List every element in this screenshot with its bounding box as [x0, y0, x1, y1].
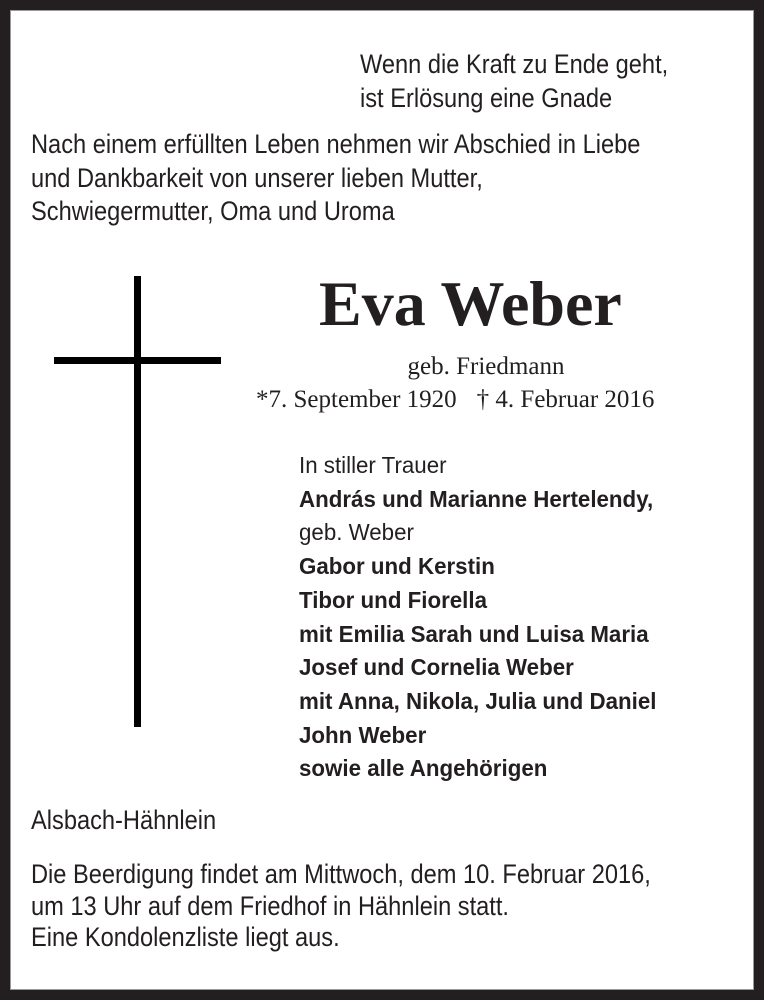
- motto-line: Wenn die Kraft zu Ende geht,: [360, 49, 669, 79]
- motto-line: ist Erlösung eine Gnade: [360, 82, 613, 113]
- mourner-entry: sowie alle Angehörigen: [299, 755, 548, 782]
- intro-text: [31, 128, 640, 229]
- mourner-entry: Tibor und Fiorella: [299, 586, 487, 613]
- location: [31, 804, 216, 838]
- deceased-name: Eva Weber: [319, 268, 622, 339]
- mourner-entry: András und Marianne Hertelendy,: [299, 485, 654, 512]
- funeral-info: [31, 859, 651, 954]
- location-text: Alsbach-Hähnlein: [31, 805, 217, 835]
- mourner-entry: Josef und Cornelia Weber: [299, 654, 574, 681]
- death-date: † 4. Februar 2016: [476, 386, 655, 413]
- maiden-name: geb. Friedmann: [407, 353, 565, 380]
- life-dates: [256, 385, 654, 415]
- mourner-entry: mit Emilia Sarah und Luisa Maria: [299, 620, 649, 647]
- intro-line: Schwiegermutter, Oma und Uroma: [31, 196, 395, 226]
- mourners-heading: In stiller Trauer: [299, 452, 447, 478]
- birth-date: *7. September 1920: [256, 386, 457, 413]
- funeral-line: Die Beerdigung findet am Mittwoch, dem 10. Februar 2016,: [31, 859, 651, 889]
- mourner-entry: geb. Weber: [299, 519, 414, 546]
- intro-line: Nach einem erfüllten Leben nehmen wir Abschied in Liebe: [31, 129, 641, 159]
- funeral-line: Eine Kondolenzliste liegt aus.: [31, 922, 340, 952]
- funeral-line: um 13 Uhr auf dem Friedhof in Hähnlein statt.: [31, 890, 509, 921]
- mourner-entry: mit Anna, Nikola, Julia und Daniel: [299, 687, 657, 714]
- mourners-list: [299, 449, 656, 786]
- motto: [360, 48, 668, 115]
- obituary-notice: [10, 10, 754, 990]
- mourner-entry: John Weber: [299, 721, 427, 748]
- mourner-entry: Gabor und Kerstin: [299, 553, 495, 580]
- cross-vertical-bar: [134, 276, 141, 727]
- intro-line: und Dankbarkeit von unserer lieben Mutter,: [31, 162, 483, 193]
